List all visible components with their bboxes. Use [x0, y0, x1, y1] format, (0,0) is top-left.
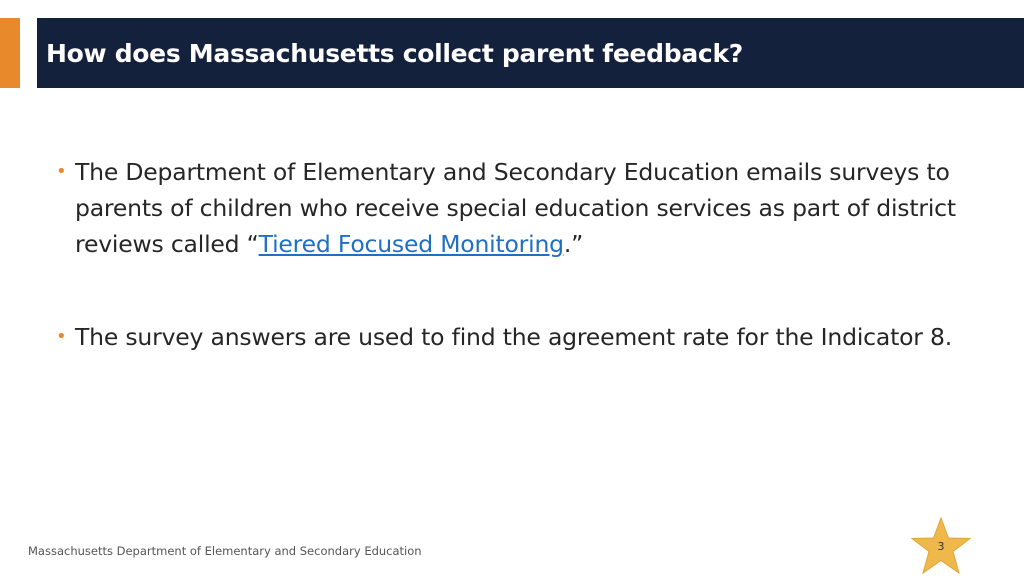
bullet-marker: • [56, 161, 67, 182]
bullet-text-before-link: The Department of Elementary and Secondary Education emails surveys to parents of children who receive special education services as part of district reviews called “ [75, 158, 956, 258]
slide-title: How does Massachusetts collect parent feedback? [46, 38, 743, 68]
footer-organization: Massachusetts Department of Elementary and Secondary Education [28, 544, 422, 558]
bullet-text-after-link: .” [563, 230, 584, 258]
page-number: 3 [937, 540, 945, 553]
bullet-marker: • [56, 326, 67, 347]
bullet-item [56, 154, 986, 262]
bullet-item [56, 319, 986, 355]
bullet-text [75, 154, 986, 262]
title-bar [37, 18, 1024, 88]
bullet-text: The survey answers are used to find the agreement rate for the Indicator 8. [75, 323, 953, 351]
tiered-focused-monitoring-link[interactable]: Tiered Focused Monitoring [258, 230, 564, 258]
title-accent-bar [0, 18, 20, 88]
